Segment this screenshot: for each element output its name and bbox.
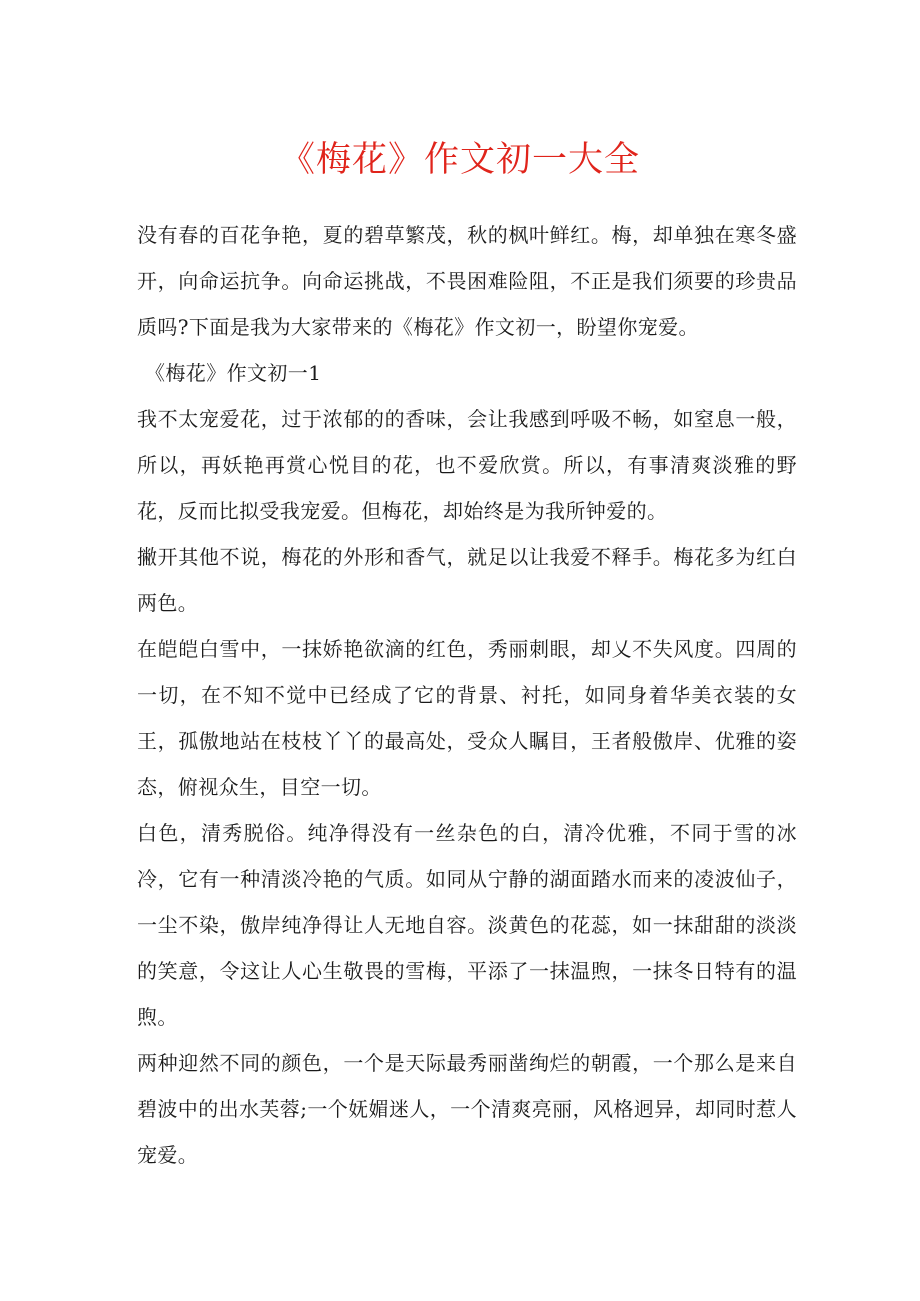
body-paragraph: 我不太宠爱花，过于浓郁的的香味，会让我感到呼吸不畅，如窒息一般，所以，再妖艳再赏心悦目的花，也不爱欣赏。所以，有事清爽淡雅的野花，反而比拟受我宠爱。但梅花，却始终是为我所钟爱的。 bbox=[137, 407, 797, 523]
article-body bbox=[137, 212, 797, 1178]
body-paragraph: 撇开其他不说，梅花的外形和香气，就足以让我爱不释手。梅花多为红白两色。 bbox=[137, 545, 797, 615]
page-title: 《梅花》作文初一大全 bbox=[279, 140, 640, 180]
body-paragraph: 白色，清秀脱俗。纯净得没有一丝杂色的白，清冷优雅，不同于雪的冰冷，它有一种清淡冷艳的气质。如同从宁静的湖面踏水而来的凌波仙子，一尘不染，傲岸纯净得让人无地自容。淡黄色的花蕊，如一抹甜甜的淡淡的笑意，令这让人心生敬畏的雪梅，平添了一抹温煦，一抹冬日特有的温煦。 bbox=[137, 821, 797, 1029]
section-heading: 《梅花》作文初一1 bbox=[145, 361, 322, 385]
body-paragraph: 两种迎然不同的颜色，一个是天际最秀丽凿绚烂的朝霞，一个那么是来自碧波中的出水芙蓉;一个妩媚迷人，一个清爽亮丽，风格迥异，却同时惹人宠爱。 bbox=[137, 1051, 797, 1167]
body-paragraph: 在皑皑白雪中，一抹娇艳欲滴的红色，秀丽刺眼，却乂不失风度。四周的一切，在不知不觉中已经成了它的背景、衬托，如同身着华美衣装的女王，孤傲地站在枝枝丫丫的最高处，受众人瞩目，王者般傲岸、优雅的姿态，俯视众生，目空一切。 bbox=[137, 637, 797, 799]
intro-paragraph: 没有春的百花争艳，夏的碧草繁茂，秋的枫叶鲜红。梅，却单独在寒冬盛开，向命运抗争。向命运挑战，不畏困难险阻，不正是我们须要的珍贵品质吗?下面是我为大家带来的《梅花》作文初一，盼望你宠爱。 bbox=[137, 223, 797, 339]
